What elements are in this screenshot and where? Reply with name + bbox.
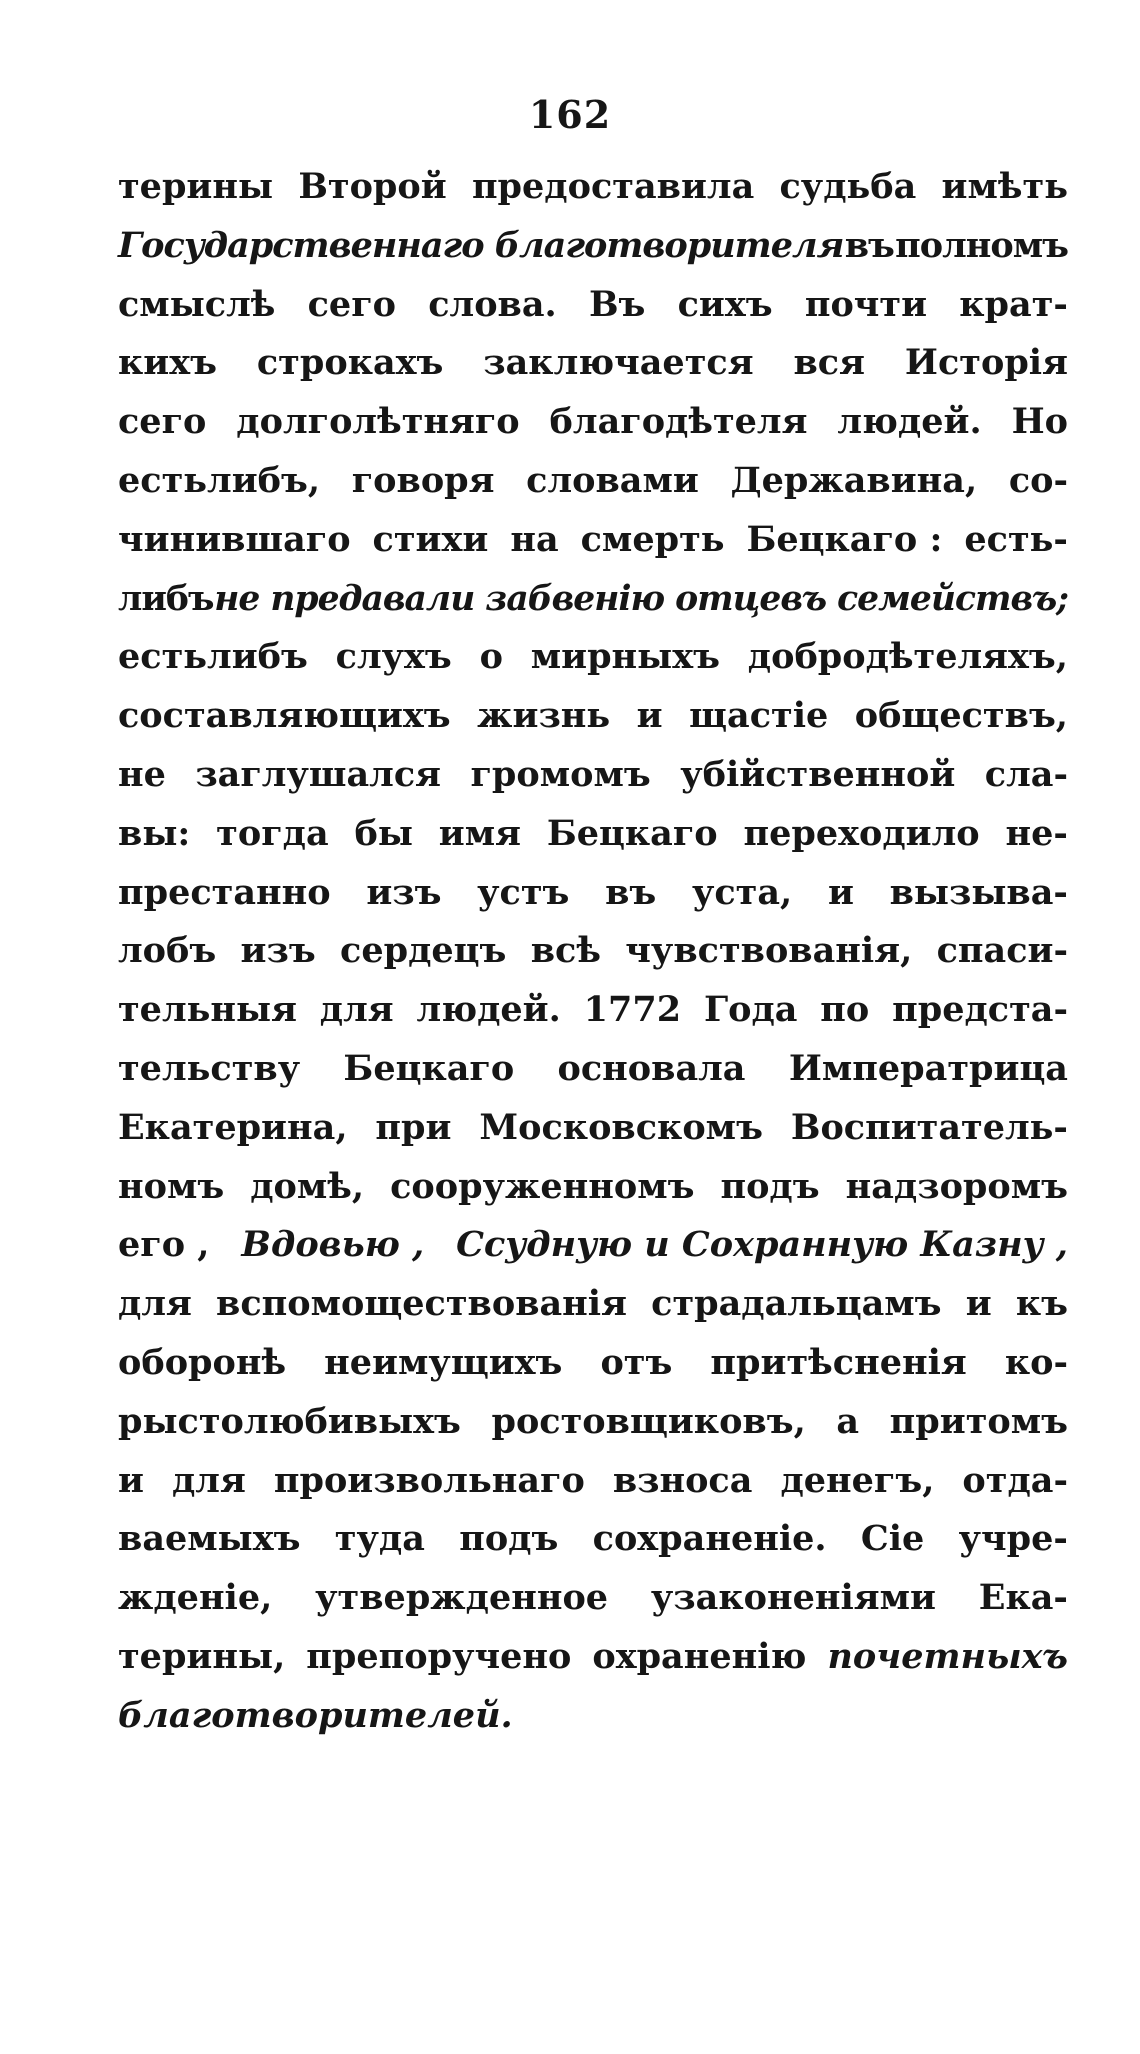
word: на (510, 518, 559, 560)
word: для (171, 1459, 246, 1501)
word: къ (1015, 1283, 1068, 1325)
word: домѣ, (250, 1165, 365, 1207)
text-line (118, 1334, 1068, 1393)
word: Бецкаго : (746, 518, 943, 560)
word: жденіе, (118, 1577, 273, 1619)
word: заглушался (195, 753, 442, 795)
word: не (118, 753, 166, 795)
word: неимущихъ (324, 1341, 563, 1383)
word: Екатерина, (118, 1106, 348, 1148)
word: имя (438, 812, 522, 854)
word: сооруженномъ (390, 1165, 695, 1207)
word: со- (1008, 459, 1068, 501)
word: тельству (118, 1047, 301, 1089)
word: ко- (1004, 1341, 1068, 1383)
word: Въ (588, 283, 646, 325)
word: страдальцамъ (651, 1283, 942, 1325)
word: подъ (459, 1518, 559, 1560)
word: строкахъ (256, 342, 444, 384)
word: отда- (962, 1459, 1068, 1501)
word: Ека- (978, 1577, 1068, 1619)
word: сего (118, 401, 207, 443)
word: для (118, 1283, 192, 1325)
text-line (118, 276, 1068, 335)
word: благодѣтеля (549, 401, 808, 443)
word: туда (334, 1518, 425, 1560)
word: Бецкаго (546, 812, 718, 854)
word: Но (1011, 401, 1068, 443)
word: терины, (118, 1635, 286, 1677)
text-line (118, 1216, 1068, 1275)
word: въ (844, 224, 894, 266)
word: основала (557, 1047, 746, 1089)
word: изъ (240, 930, 316, 972)
word: судьба (779, 166, 917, 207)
word: уста, (691, 871, 793, 913)
text-line (118, 1275, 1068, 1334)
page-number: 162 (528, 92, 612, 137)
word: по (820, 989, 870, 1031)
word: препоручено (306, 1635, 572, 1677)
word: престанно (118, 871, 331, 913)
text-line (118, 864, 1068, 923)
word: надзоромъ (845, 1165, 1068, 1207)
word: Сіе (860, 1518, 925, 1560)
text-line (118, 1628, 1068, 1687)
word: естьлибъ (118, 636, 308, 678)
word: денегъ, (780, 1459, 935, 1501)
body-text (118, 158, 1068, 1746)
word: щастіе (689, 695, 829, 737)
word: и (965, 1283, 992, 1325)
italic-word: почетныхъ (827, 1635, 1068, 1677)
word: и (827, 871, 854, 913)
text-line (118, 393, 1068, 452)
word: предста- (892, 989, 1068, 1031)
word: обществъ, (854, 695, 1068, 737)
word: чинившаго (118, 518, 351, 560)
word: а (836, 1400, 860, 1442)
word: Державина, (730, 459, 978, 501)
word: сохраненіе. (592, 1518, 827, 1560)
word: сердецъ (340, 930, 507, 972)
word: Исторія (904, 342, 1068, 384)
text-line (118, 1510, 1068, 1569)
text-line (118, 922, 1068, 981)
word: сихъ (677, 283, 773, 325)
word: заключается (483, 342, 754, 384)
word: Воспитатель- (790, 1106, 1068, 1148)
word: взноса (612, 1459, 753, 1501)
text-line (118, 805, 1068, 864)
word: почти (804, 283, 928, 325)
word: громомъ (470, 753, 651, 795)
text-line (118, 628, 1068, 687)
word: Московскомъ (479, 1106, 763, 1148)
text-line (118, 687, 1068, 746)
word: вы: (118, 812, 191, 854)
text-line (118, 1158, 1068, 1217)
word: отъ (600, 1341, 673, 1383)
text-line (118, 1393, 1068, 1452)
word: ростовщиковъ, (491, 1400, 806, 1442)
word: при (375, 1106, 452, 1148)
word: произвольнаго (273, 1459, 585, 1501)
word: сего (307, 283, 396, 325)
word: полномъ (895, 224, 1068, 266)
word: учре- (958, 1518, 1068, 1560)
text-line (118, 158, 1068, 217)
word: предоставила (471, 166, 755, 207)
word: охраненію (592, 1635, 807, 1677)
word: не- (1005, 812, 1068, 854)
word: спаси- (936, 930, 1068, 972)
word: вся (793, 342, 865, 384)
word: тельныя (118, 989, 297, 1031)
word: естьлибъ, (118, 459, 321, 501)
word: слухъ (335, 636, 452, 678)
word: смерть (580, 518, 725, 560)
word: слова. (428, 283, 557, 325)
word: притѣсненія (710, 1341, 967, 1383)
word: подъ (720, 1165, 820, 1207)
word: утвержденное (315, 1577, 609, 1619)
word: Императрица (788, 1047, 1068, 1089)
word: вызыва- (889, 871, 1068, 913)
italic-word: не предавали забвенію отцевъ семействъ; (214, 578, 1068, 619)
word: и (118, 1459, 144, 1501)
text-line (118, 570, 1068, 629)
word: мирныхъ (530, 636, 720, 678)
text-line (118, 1452, 1068, 1511)
text-line (118, 1040, 1068, 1099)
word: есть- (964, 518, 1068, 560)
word: имѣть (941, 166, 1068, 207)
word: и (636, 695, 663, 737)
italic-word: Ссудную и Сохранную Казну , (456, 1224, 1068, 1266)
word: сла- (984, 753, 1068, 795)
word: кихъ (118, 342, 217, 384)
word: либъ (118, 578, 214, 619)
word: узаконеніями (650, 1577, 936, 1619)
text-line (118, 452, 1068, 511)
word: долголѣтняго (236, 401, 520, 443)
word: всѣ (530, 930, 601, 972)
text-line (118, 1099, 1068, 1158)
word: людей. (837, 401, 982, 443)
word: составляющихъ (118, 695, 451, 737)
word: словами (526, 459, 699, 501)
word: вспомоществованія (216, 1283, 627, 1325)
word: 1772 (583, 989, 682, 1031)
word: Года (703, 989, 798, 1031)
word: притомъ (889, 1400, 1068, 1442)
italic-word: Государственнаго благотворителя (118, 224, 844, 266)
text-line (118, 746, 1068, 805)
text-line (118, 1687, 1068, 1746)
word: устъ (477, 871, 570, 913)
word: о (479, 636, 503, 678)
word: рыстолюбивыхъ (118, 1400, 461, 1442)
word: лобъ (118, 930, 217, 972)
word: стихи (372, 518, 489, 560)
word: переходило (743, 812, 980, 854)
text-line (118, 981, 1068, 1040)
word: чувствованія, (625, 930, 913, 972)
word: убійственной (680, 753, 956, 795)
word: его , (118, 1224, 210, 1266)
text-line (118, 1569, 1068, 1628)
italic-word: Вдовью , (241, 1224, 425, 1266)
text-line (118, 511, 1068, 570)
text-line (118, 334, 1068, 393)
word: терины (118, 166, 274, 207)
word: говоря (351, 459, 495, 501)
word: Бецкаго (343, 1047, 515, 1089)
italic-word: благотворителей. (118, 1694, 513, 1736)
word: номъ (118, 1165, 225, 1207)
word: людей. (416, 989, 561, 1031)
word: крат- (959, 283, 1068, 325)
word: добродѣтеляхъ, (747, 636, 1068, 678)
word: для (319, 989, 394, 1031)
word: оборонѣ (118, 1341, 287, 1383)
word: Второй (298, 166, 447, 207)
word: изъ (366, 871, 442, 913)
word: смыслѣ (118, 283, 276, 325)
word: въ (605, 871, 657, 913)
word: бы (354, 812, 413, 854)
word: жизнь (477, 695, 611, 737)
word: тогда (216, 812, 329, 854)
word: ваемыхъ (118, 1518, 301, 1560)
text-line (118, 217, 1068, 276)
